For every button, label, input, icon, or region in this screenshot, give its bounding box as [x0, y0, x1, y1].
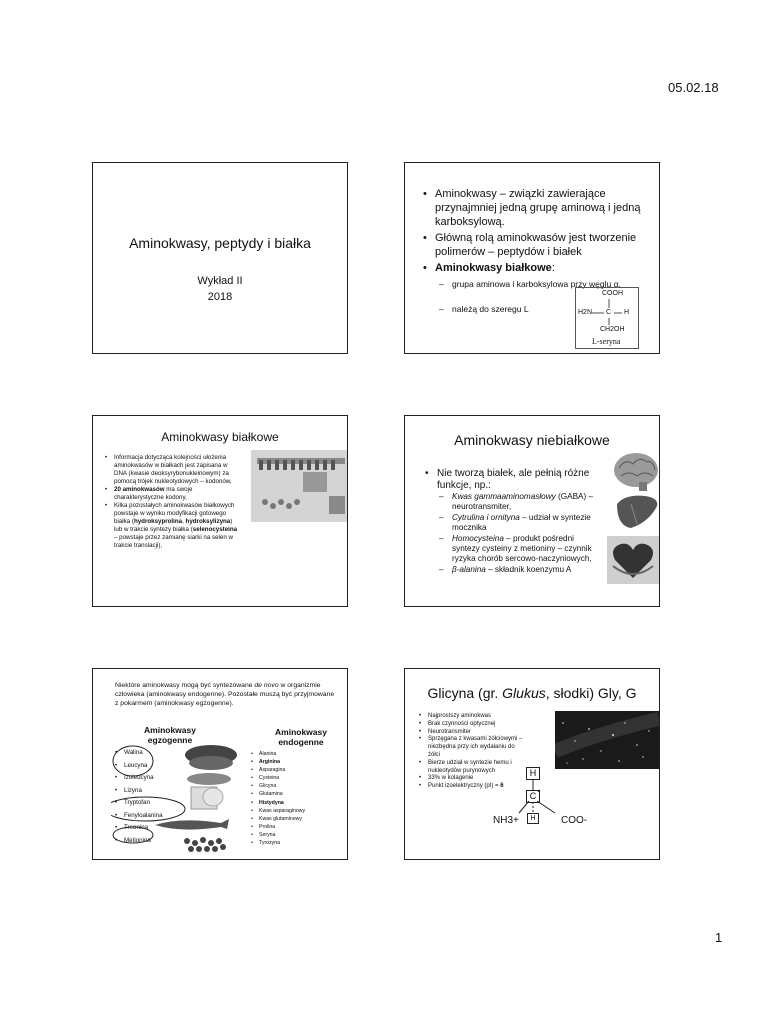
slide4-item-term: Cytrulina i ornityna: [452, 513, 520, 522]
slide-glycine: [404, 668, 660, 860]
slide4-item-text: – udział w syntezie mocznika: [452, 513, 591, 532]
slide6-title-text: Glicyna (gr.: [427, 685, 503, 701]
exo-title: Aminokwasy egzogenne: [144, 725, 196, 745]
exo-item: • Izoleucyna: [115, 772, 195, 785]
slide6-title-italic: Glukus: [502, 685, 546, 701]
slide6-item: • Neurotransmiter: [419, 729, 527, 737]
slide-non-protein-amino: [404, 415, 660, 607]
slide6-item: • Najprostszy aminokwas: [419, 713, 527, 721]
endo-item: • Cysteina: [251, 774, 331, 782]
slide3-text: – powstaje przez zamianę siarki na selen w trakcie translacji),: [114, 534, 233, 549]
slide2-colon: :: [551, 262, 555, 274]
page-number: 1: [715, 930, 723, 945]
slide3-bullet: [105, 486, 241, 502]
glycine-coo: COO-: [561, 815, 588, 826]
endo-item: • Prolina: [251, 823, 331, 831]
slide3-text: ma swoje charakterystyczne kodony,: [114, 486, 193, 501]
slide4-list: [439, 492, 597, 576]
slide6-pi-value: 6: [500, 783, 504, 790]
slide4-item: [439, 492, 597, 512]
slide4-item-term: Homocysteina: [452, 534, 504, 543]
exo-item: • Lizyna: [115, 785, 195, 798]
slide1-lecture: Wykład II: [197, 275, 243, 287]
brain-image: [613, 450, 659, 492]
glycine-h-top: H: [526, 767, 540, 780]
slide1-year: 2018: [207, 291, 233, 303]
serine-caption: L-seryna: [592, 337, 621, 346]
slide6-title-text: , słodki) Gly, G: [545, 685, 637, 701]
endo-item: • Arginina: [251, 758, 331, 766]
slide6-pi-text: Punkt izoelektryczny (pI) =: [428, 783, 501, 790]
slide2-bold-term: Aminokwasy białkowe: [435, 262, 552, 274]
slide3-bullets: [105, 454, 241, 550]
slide3-bullet: [105, 502, 241, 550]
slide3-bold: hydroksylizyna: [185, 518, 231, 525]
slide2-bullet: • Aminokwasy – związki zawierające przynajmniej jedną grupę aminową i jedną karboksylową.: [423, 187, 653, 229]
slide4-item-text: (GABA) – neurotransmiter,: [452, 492, 594, 511]
exo-item: • Metionina: [115, 835, 195, 848]
endo-item: • Tyrozyna: [251, 839, 331, 847]
slide4-item-text: – produkt pośredni syntezy cysteiny z metioniny – czynnik ryzyka chorób sercowo-naczyniowych,: [452, 534, 592, 563]
glycine-structure: [491, 765, 611, 831]
endo-item: • Seryna: [251, 831, 331, 839]
slide3-bullet: • Informacja dotycząca kolejności ułożenia aminokwasów w białkach jest zapisana w DNA (kwasie deoksyrybonukleinowym) za pomocą trójek nukleotydowych – kodonów,: [105, 454, 241, 486]
slide3-text: ) lub w trakcie syntezy białka (: [114, 518, 233, 533]
exo-item: • Leucyna: [115, 760, 195, 773]
slide4-item-term: Kwas gammaaminomasłowy: [452, 492, 556, 501]
serine-h: H: [624, 309, 630, 316]
slide4-intro: • Nie tworzą białek, ale pełnią różne funkcje, np.:: [425, 468, 607, 492]
exo-item: • Tryptofan: [115, 797, 195, 810]
slide4-item-text: – składnik koenzymu A: [485, 565, 572, 574]
exo-item: • Walina: [115, 747, 195, 760]
endo-item: • Asparagina: [251, 766, 331, 774]
endo-item: • Alanina: [251, 750, 331, 758]
slide2-bullet: [423, 261, 653, 275]
exo-item: • Fenyloalanina: [115, 810, 195, 823]
slide5-text: Niektóre aminokwasy mogą być syntezowane: [115, 682, 255, 689]
starfield-image: [555, 711, 659, 769]
slide4-item-term: β-alanina: [452, 565, 486, 574]
slide6-item: • 33% w kolagenie: [419, 775, 527, 783]
endo-list: [251, 750, 331, 847]
serine-c: C: [606, 309, 612, 316]
slide3-bold: hydroksyprolina: [133, 518, 183, 525]
endo-title: Aminokwasy endogenne: [275, 727, 327, 747]
slide2-bullet: • Główną rolą aminokwasów jest tworzenie polimerów – peptydów i białek: [423, 231, 653, 259]
glycine-h-below: H: [527, 813, 539, 824]
slide6-item: • Bierze udział w syntezie hemu i nukleotydów purynowych: [419, 760, 527, 776]
endo-item: • Glutamina: [251, 790, 331, 798]
slide4-item: [439, 534, 597, 564]
serine-h2n: H2N: [578, 309, 593, 316]
endo-item: • Glicyna: [251, 782, 331, 790]
slide3-bold: 20 aminokwasów: [114, 486, 165, 493]
slide4-item: [439, 513, 597, 533]
slide-protein-amino: [92, 415, 348, 607]
slide-amino-definition: [404, 162, 660, 354]
serine-ch2oh: CH2OH: [600, 326, 625, 333]
slide4-title: Aminokwasy niebiałkowe: [454, 432, 610, 448]
endo-item: • Histydyna: [251, 799, 331, 807]
slide5-italic: de novo: [254, 682, 279, 689]
exo-item: • Treonina: [115, 822, 195, 835]
slide2-bullets: [423, 187, 653, 275]
serine-cooh: COOH: [602, 290, 623, 297]
endo-item: • Kwas asparaginowy: [251, 807, 331, 815]
page-date: 05.02.18: [668, 80, 719, 95]
slide5-text: w organizmie człowieka (aminokwasy endogenne). Pozostałe muszą być przyjmowane z pokarmem (aminokwasy egzogenne).: [115, 682, 335, 707]
slide-endo-exo: [92, 668, 348, 860]
slide3-title: Aminokwasy białkowe: [161, 430, 279, 444]
glycine-nh3: NH3+: [493, 815, 519, 826]
slide1-title: Aminokwasy, peptydy i białka: [129, 235, 311, 251]
heart-image: [607, 536, 659, 584]
slide5-intro: [115, 681, 337, 708]
slide6-title: [405, 685, 659, 701]
glycine-c: C: [526, 790, 540, 803]
serine-structure: [575, 287, 639, 349]
slide2-sub-bullet: – grupa aminowa i karboksylowa przy węglu α.: [439, 279, 660, 289]
slide6-item: • Sprzęgana z kwasami żółciowymi – niezbędna przy ich wydalaniu do żółci: [419, 736, 527, 759]
slide3-text: Kilka pozostałych aminokwasów białkowych powstaje w wyniku modyfikacji gotowego białka (: [114, 502, 235, 525]
slide6-item: • Brak czynności optycznej: [419, 721, 527, 729]
translation-diagram: [251, 450, 348, 522]
slide3-text: ,: [182, 518, 186, 525]
endo-item: • Kwas glutaminowy: [251, 815, 331, 823]
food-illustration: [111, 743, 241, 857]
slide4-item: [439, 565, 597, 575]
slide2-sub-bullet: – należą do szeregu L: [439, 304, 660, 314]
slide-title: [92, 162, 348, 354]
liver-image: [615, 492, 659, 532]
slide3-bold: selenocysteina: [192, 526, 238, 533]
